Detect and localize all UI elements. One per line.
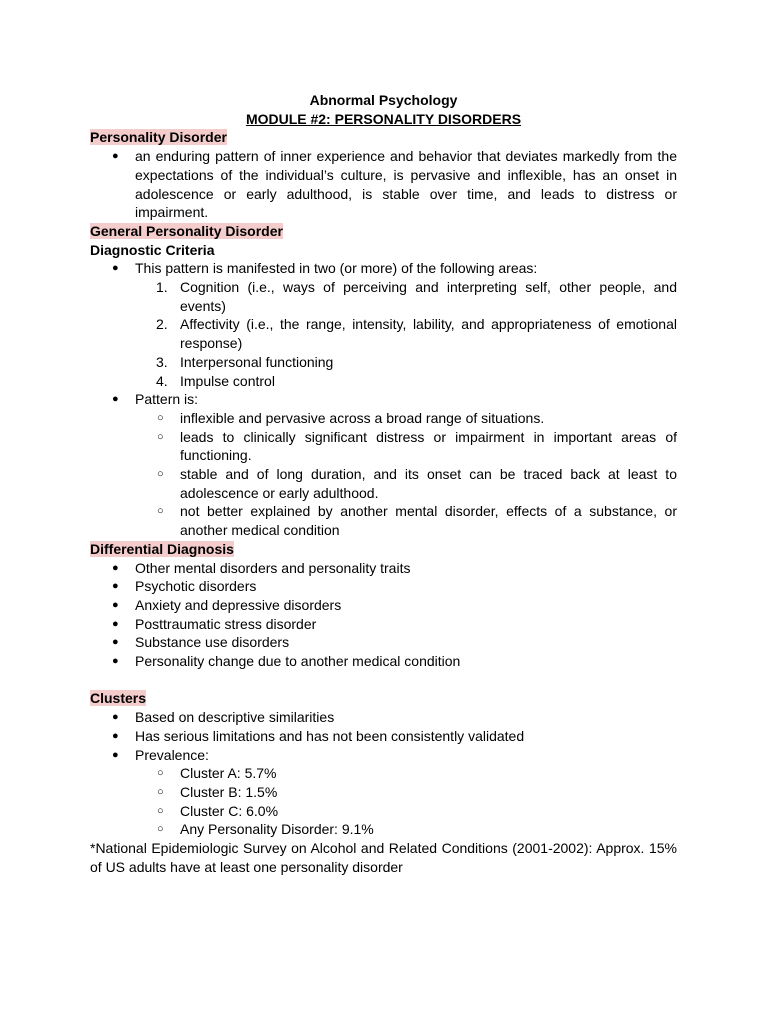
- list-item: [90, 259, 677, 278]
- list-number: 2.: [156, 316, 168, 333]
- criteria-list: [90, 390, 677, 409]
- section-differential-diagnosis: [90, 540, 677, 671]
- list-item: ● Has serious limitations and has not been consistently validated: [90, 727, 677, 746]
- list-item-text: Interpersonal functioning: [180, 353, 334, 370]
- list-item: [90, 278, 677, 315]
- list-item: ○ Cluster B: 1.5%: [90, 783, 677, 802]
- heading-differential-diagnosis: Differential Diagnosis: [90, 540, 234, 557]
- list-item: [90, 353, 677, 372]
- list-item: ● Posttraumatic stress disorder: [90, 615, 677, 634]
- list-number: 3.: [156, 353, 168, 370]
- list-item: ○ not better explained by another mental disorder, effects of a substance, or another medical condition: [90, 502, 677, 539]
- criteria-list: [90, 259, 677, 278]
- list-item-text: Impulse control: [180, 372, 275, 389]
- list-item-text: Cognition (i.e., ways of perceiving and interpreting self, other people, and events): [180, 279, 677, 314]
- list-item: [90, 372, 677, 391]
- blank-line: [90, 671, 677, 690]
- list-item-text: Pattern is:: [135, 391, 199, 408]
- heading-clusters: Clusters: [90, 690, 147, 707]
- list-item-text: This pattern is manifested in two (or more) of the following areas:: [135, 260, 538, 277]
- clusters-list: [90, 708, 677, 764]
- list-item: ● an enduring pattern of inner experience and behavior that deviates markedly from the expectations of the individual’s culture, is pervasive and inflexible, has an onset in adolescence or early adulthood, is stable over time, and leads to distress or impairment.: [90, 147, 677, 222]
- subheading-diagnostic-criteria: Diagnostic Criteria: [90, 241, 215, 258]
- list-item: ● Personality change due to another medical condition: [90, 652, 677, 671]
- list-item: ● Other mental disorders and personality traits: [90, 559, 677, 578]
- section-personality-disorder: [90, 128, 677, 222]
- list-item: ○ Cluster C: 6.0%: [90, 802, 677, 821]
- list-number: 1.: [156, 279, 168, 296]
- list-item: ● Substance use disorders: [90, 633, 677, 652]
- list-item: ● Prevalence:: [90, 746, 677, 765]
- list-item: ● Anxiety and depressive disorders: [90, 596, 677, 615]
- list-item: ○ inflexible and pervasive across a broad range of situations.: [90, 409, 677, 428]
- areas-list: [90, 278, 677, 390]
- pattern-list: [90, 409, 677, 540]
- heading-personality-disorder: Personality Disorder: [90, 129, 227, 146]
- heading-general-personality-disorder: General Personality Disorder: [90, 222, 283, 239]
- module-title: MODULE #2: PERSONALITY DISORDERS: [245, 110, 522, 127]
- list-item: ○ leads to clinically significant distress or impairment in important areas of functioning.: [90, 428, 677, 465]
- differential-list: [90, 559, 677, 671]
- prevalence-list: [90, 764, 677, 839]
- list-item: ● Psychotic disorders: [90, 577, 677, 596]
- section-general-personality-disorder: [90, 222, 677, 540]
- definition-list: [90, 147, 677, 222]
- list-item: [90, 390, 677, 409]
- list-item: ○ Any Personality Disorder: 9.1%: [90, 820, 677, 839]
- list-item: ● Based on descriptive similarities: [90, 708, 677, 727]
- list-item-text: Affectivity (i.e., the range, intensity, lability, and appropriateness of emotional response): [180, 316, 677, 352]
- document-title: Abnormal Psychology: [309, 92, 458, 108]
- list-number: 4.: [156, 372, 168, 389]
- section-clusters: [90, 689, 677, 876]
- list-item: ○ Cluster A: 5.7%: [90, 764, 677, 783]
- list-item: [90, 315, 677, 352]
- footnote: *National Epidemiologic Survey on Alcohol and Related Conditions (2001-2002): Approx. 15% of US adults have at least one personality disorder: [90, 840, 677, 875]
- list-item: ○ stable and of long duration, and its onset can be traced back at least to adolescence or early adulthood.: [90, 465, 677, 502]
